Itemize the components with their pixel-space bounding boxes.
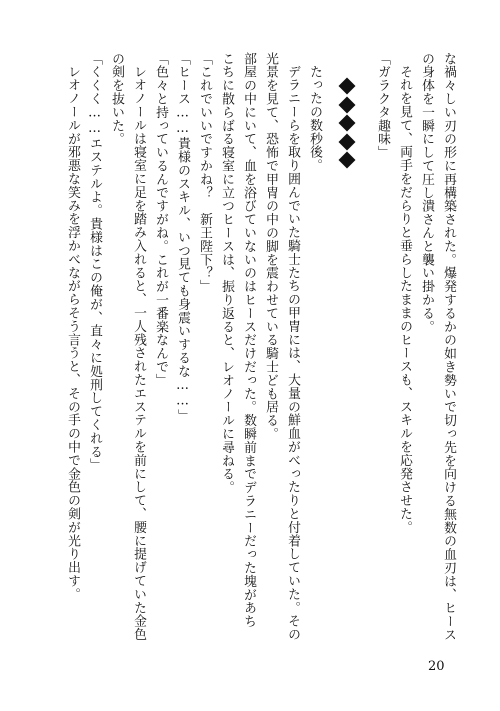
scene-break-ornament [337, 80, 357, 173]
diamond-mark [339, 133, 356, 150]
text-column: レオノールは寝室に足を踏み入れると、一人残されたエステルを前にして、腰に提げていた金色 [131, 65, 146, 642]
text-column: たったの数秒後。 [307, 65, 322, 173]
text-column: 「くくく……エステルよ。貴様はこの俺が、直々に処刑してくれる」 [87, 52, 102, 472]
text-column: デラニーらを取り囲んでいた騎士たちの甲冑には、大量の鮮血がべったりと付着していた。その [285, 65, 300, 642]
diamond-mark [339, 96, 356, 113]
text-column: な禍々しい刃の形に再構築された。爆発するかの如き勢いで切っ先を向ける無数の血刃は、ヒース [441, 52, 456, 642]
text-column: 「色々と持っているんですがね。これが一番楽なんで」 [153, 52, 168, 387]
text-column: 光景を見て、恐怖で甲冑の中の脚を震わせている騎士ども居る。 [263, 52, 278, 441]
page-number: 20 [428, 659, 445, 674]
text-column: それを見て、両手をだらりと垂らしたままのヒースも、スキルを応発させた。 [397, 65, 412, 534]
text-column: の身体を一瞬にして圧し潰さんと襲い掛かる。 [419, 52, 434, 334]
text-column: 「ヒース……貴様のスキル、いつ見ても身震いするな……」 [175, 52, 190, 423]
text-column: 「ガラクタ趣味」 [375, 52, 390, 160]
text-column: こちに散らばる寝室に立つヒースは、振り返ると、レオノールに尋ねる。 [219, 52, 234, 495]
text-column: 「これでいいですかね？ 新王陛下？」 [197, 52, 212, 294]
text-column: の剣を抜いた。 [109, 52, 124, 146]
diamond-mark [339, 152, 356, 169]
text-column: 部屋の中にいて、血を浴びていないのはヒースだけだった。数瞬前までデラニーだった塊があち [241, 52, 256, 629]
text-column: レオノールが邪悪な笑みを浮かべながらそう言うと、その手の中で金色の剣が光り出す。 [65, 65, 80, 601]
diamond-mark [339, 115, 356, 132]
diamond-mark [339, 78, 356, 95]
